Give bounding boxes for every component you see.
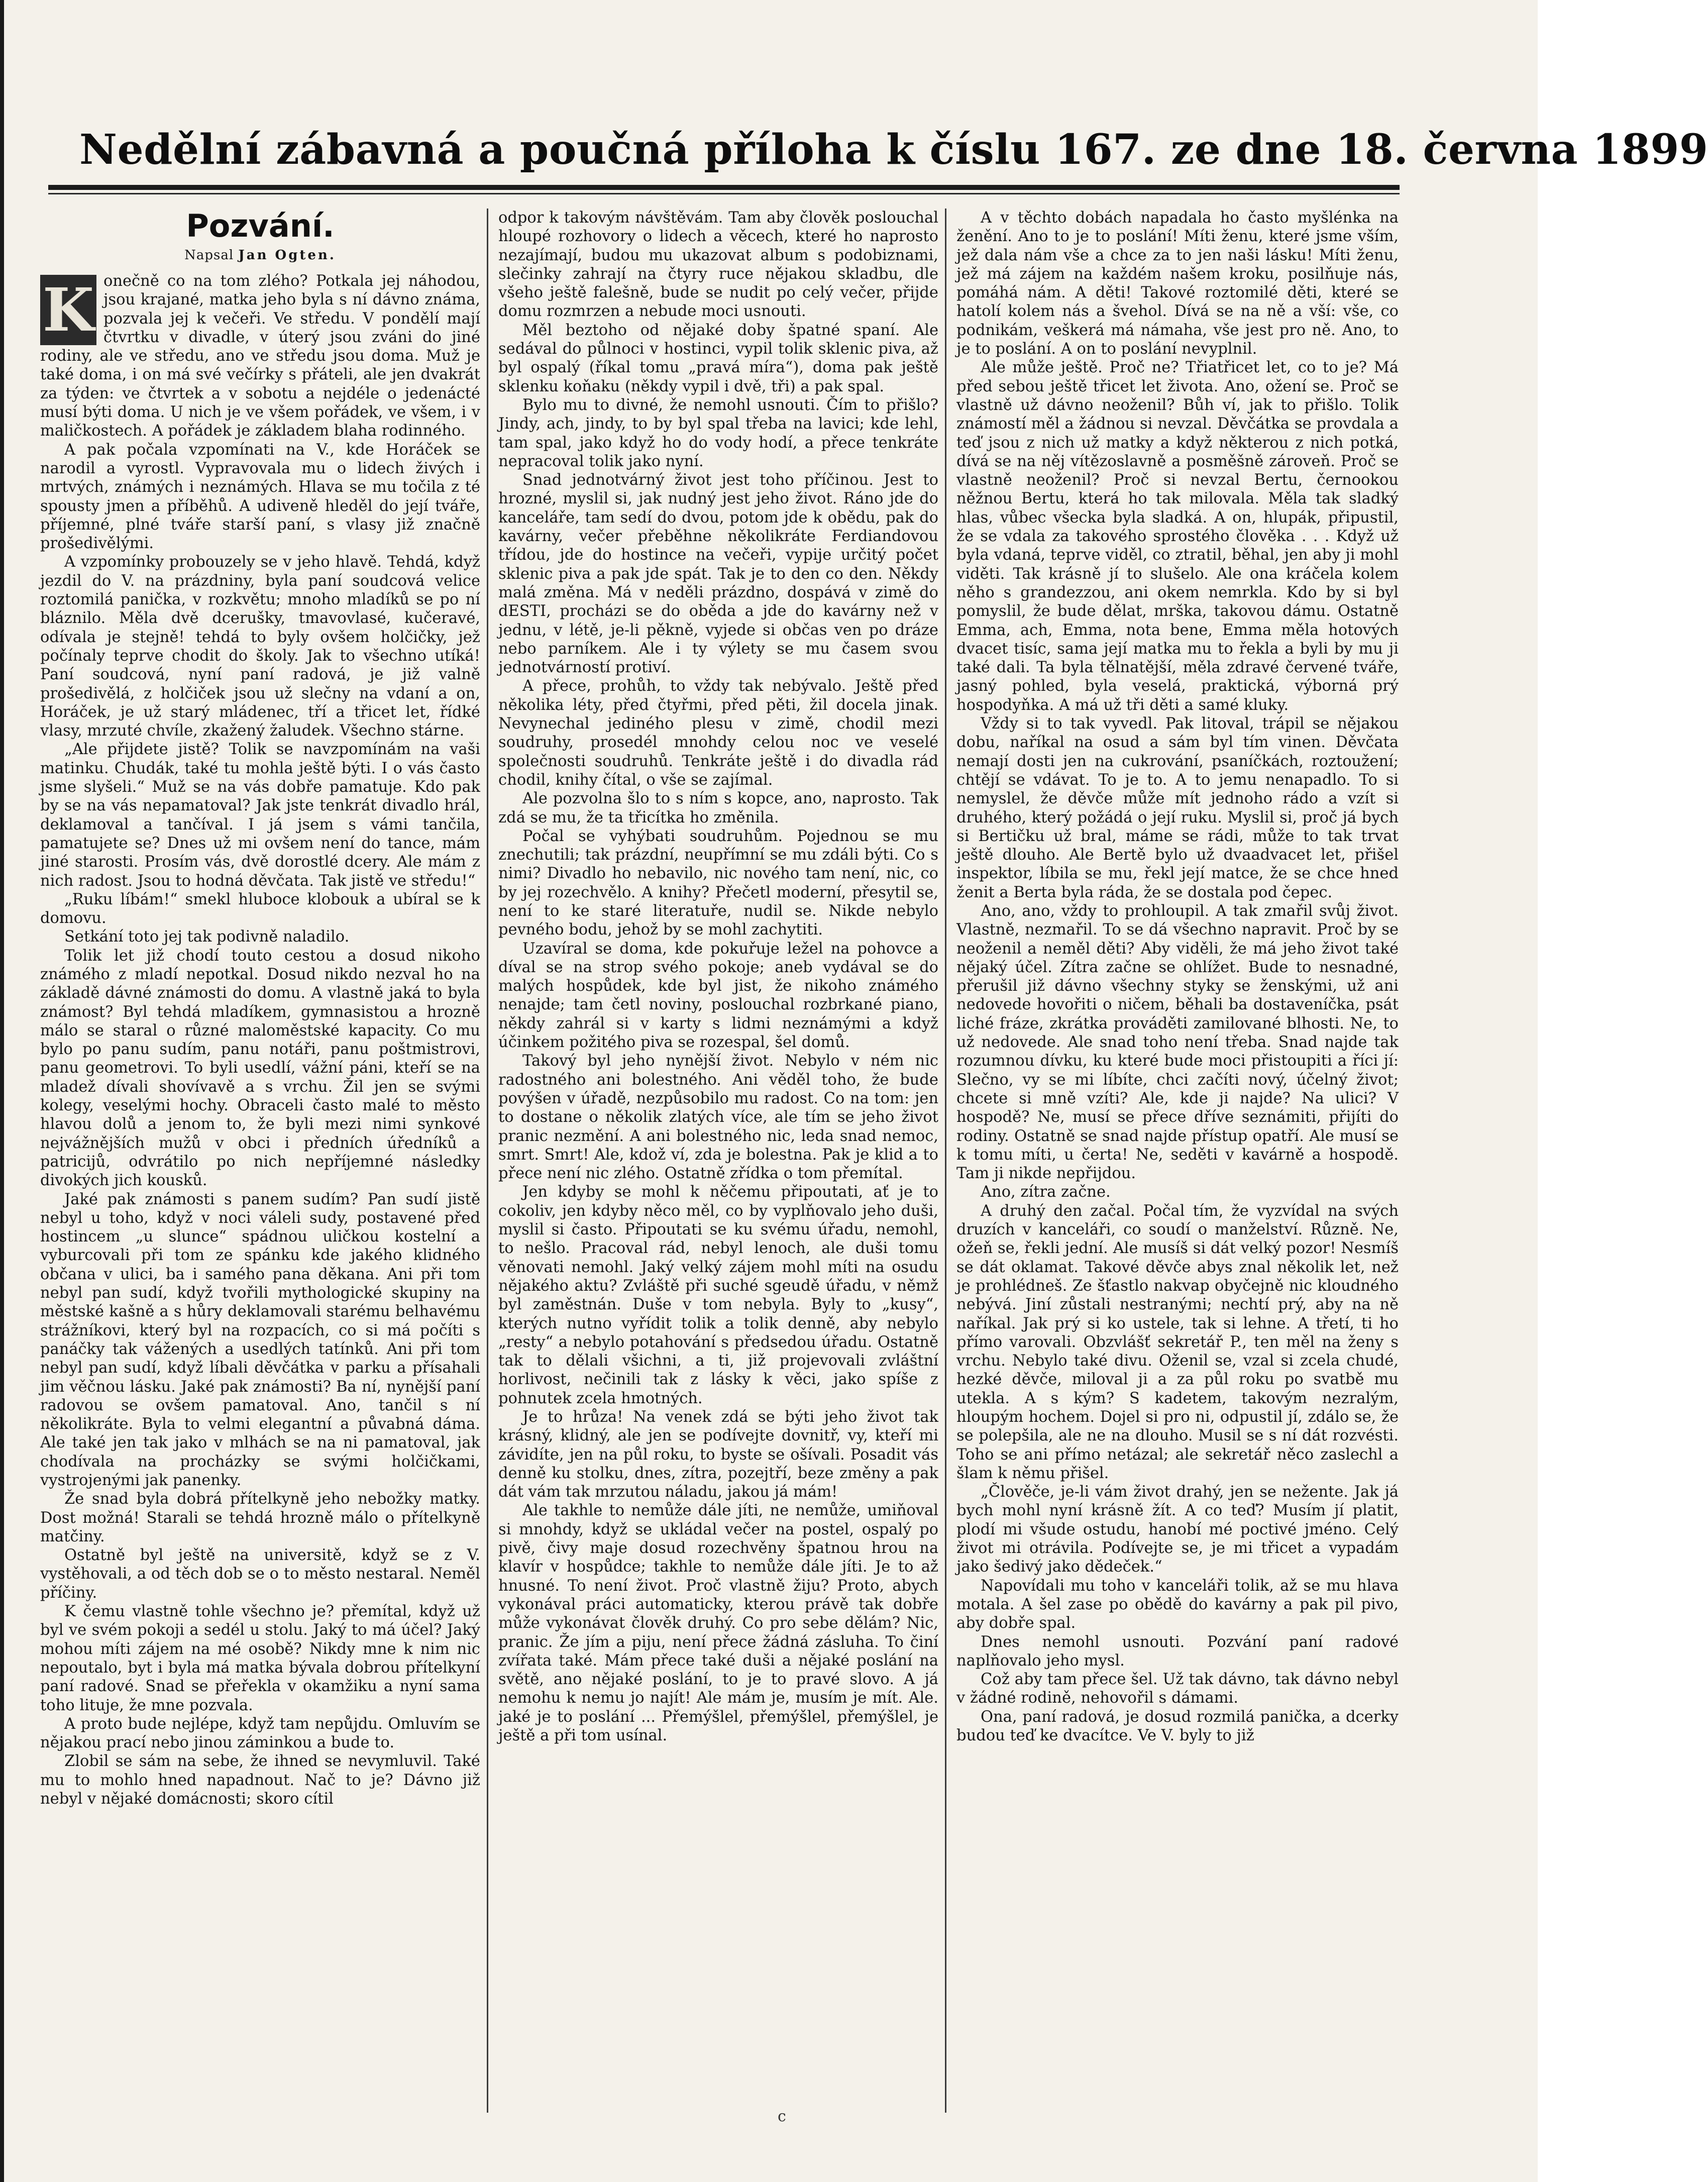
paragraph: A vzpomínky probouzely se v jeho hlavě. Tehdá, když jezdil do V. na prázdniny, byla paní soudcová velice roztomilá panička, v rozkvětu; mnoho mladíků se po ní bláznilo. Měla dvě dcerušky, tmavovlasé, kučeravé, odívala je stejně! tehdá to byly ovšem holčičky, jež počínaly teprve chodit do školy. Jak to všechno utíká! Paní soudcová, nyní paní radová, je již valně prošedivělá, z holčiček jsou už slečny na vdaní a on, Horáček, je už starý mládenec, tří a třicet let, řídké vlasy, mrzuté chvíle, zkažený žaludek. Všechno stárne.: [40, 553, 480, 740]
paragraph: Jaké pak známosti s panem sudím? Pan sudí jistě nebyl u toho, když v noci váleli sudy, postavené před hostincem „u slunce“ spádnou uličkou kostelní a vyburcovali při tom ze spánku kde jakého klidného občana v ulici, ba i samého pana děkana. Ani při tom nebyl pan sudí, když tvořili mythologické skupiny na městské kašně a s hůry deklamovali starému belhavému strážníkovi, který byl na rozpacích, co si má počíti s panáčky tak vážených a usedlých tatínků. Ani při tom nebyl pan sudí, když líbali děvčátka v parku a přísahali jim věčnou lásku. Jaké pak známosti? Ba ní, nynější paní radovou se ovšem pamatoval. Ano, tančil s ní několikráte. Byla to velmi elegantní a půvabná dáma. Ale také jen tak jako v mlhách se na ni pamatoval, jak chodívala na procházky se svými holčičkami, vystrojenými jak panenky.: [40, 1190, 480, 1489]
paragraph: A v těchto dobách napadala ho často myšlénka na ženění. Ano to je to poslání! Míti ženu, které jsme vším, jež dala nám vše a chce za to jen naši lásku! Míti ženu, jež má zájem na každém našem kroku, posilňuje nás, pomáhá nám. A děti! Takové roztomilé děti, které se hatolí kolem nás a švehol. Dívá se na ně a vší: vše, co podnikám, veškerá má námaha, vše jest pro ně. Ano, to je to poslání. A on to poslání nevyplnil.: [956, 209, 1399, 358]
paragraph: „Ruku líbám!“ smekl hluboce klobouk a ubíral se k domovu.: [40, 890, 480, 927]
paragraph: Což aby tam přece šel. Už tak dávno, tak dávno nebyl v žádné rodině, nehovořil s dámami.: [956, 1671, 1399, 1707]
paragraph: Ale takhle to nemůže dále jíti, ne nemůže, umiňoval si mnohdy, když se ukládal večer na postel, ospalý po pivě, čivy maje dosud rozechvěny špatnou hrou na klavír v hospůdce; takhle to nemůže dále jíti. Je to až hnusné. To není život. Proč vlastně žiju? Proto, abych vykonával práci automaticky, kterou právě tak dobře může vykonávat člověk druhý. Co pro sebe dělám? Nic, pranic. Že jím a piju, není přece žádná zásluha. To činí zvířata také. Mám přece také duši a nějaké poslání na světě, ano nějaké poslání, to je to pravé slovo. A já nemohu k nemu jo najít! Ale mám je, musím je mít. Ale. jaké je to poslání ... Přemýšlel, přemýšlel, přemýšlel, je ještě a při tom usínal.: [498, 1502, 938, 1745]
article-title: Pozvání.: [186, 207, 335, 244]
paragraph: K čemu vlastně tohle všechno je? přemítal, když už byl ve svém pokoji a sedél u stolu. Jaký to má účel? Jaký mohou míti zájem na mé osobě? Nikdy mne k nim nic nepoutalo, byt i byla má matka bývala dobrou přítelkyní paní radové. Snad se přeřekla v okamžiku a nyní sama toho lituje, že mne pozvala.: [40, 1603, 480, 1714]
paragraph: A druhý den začal. Počal tím, že vyzvídal na svých druzích v kanceláři, co soudí o manželství. Různě. Ne, ožeň se, řekli jední. Ale musíš si dát velký pozor! Nesmíš se dát oklamat. Takové děvče abys znal několik let, než je prohlédneš. Ze šťastlo nakvap obyčejně nic kloudného nebývá. Jiní zůstali nestranými; nechtí prý, aby na ně naříkal. Jak prý si ko ustele, tak si lehne. A třetí, ti ho přímo varovali. Obzvlášť sekretář P., ten měl na ženy s vrchu. Nebylo také divu. Oženil se, vzal si zcela chudé, hezké děvče, miloval ji a za půl roku po svatbě mu utekla. A s kým? S kadetem, takovým nezralým, hloupým hochem. Dojel si pro ni, odpustil jí, zdálo se, že se polepšila, ale ne na dlouho. Musil se s ní dát rozvésti. Toho se ani přímo netázal; ale sekretář něco zaslechl a šlam k němu přišel.: [956, 1202, 1399, 1482]
paragraph: Je to hrůza! Na venek zdá se býti jeho život tak krásný, klidný, ale jen se podívejte dovnitř, vy, kteří mi závidíte, jen na půl roku, to byste se ošívali. Posadit vás denně ku stolku, dnes, zítra, pozejtří, beze změny a pak dát vám tak mrzutou náladu, jakou já mám!: [498, 1408, 938, 1501]
masthead-rule-thin: [48, 193, 1400, 194]
byline: [40, 247, 480, 264]
paragraph: Ale může ještě. Proč ne? Třiatřicet let, co to je? Má před sebou ještě třicet let života. Ano, ožení se. Proč se vlastně už dávno neoženil? Bůh ví, jak to přišlo. Tolik známostí měl a žádnou si nevzal. Děvčátka se provdala a teď jsou z nich už matky a když některou z nich potká, dívá se na něj vítězoslavně a posměšně zároveň. Proč se vlastně neoženil? Proč si nevzal Bertu, černookou něžnou Bertu, která ho tak milovala. Měla tak sladký hlas, vůbec všecka byla sladká. A on, hlupák, připustil, že se vdala za takového sprostého člověka . . . Když už byla vdaná, teprve viděl, co ztratil, běhal, jen aby ji mohl viděti. Tak krásně jí to slušelo. Ale ona kráčela kolem něho s grandezzou, ani okem nemrkla. Kdo by si byl pomyslil, že bude dělat, mrška, takovou dámu. Ostatně Emma, ach, Emma, nota bene, Emma měla hotových dvacet tisíc, sama její matka mu to řekla a byli by mu ji také dali. Ta byla tělnatější, měla zdravé červené tváře, jasný pohled, byla veselá, praktická, výborná prý hospodyňka. A má už tři děti a samé kluky.: [956, 359, 1399, 714]
paragraph: odpor k takovým návštěvám. Tam aby člověk poslouchal hloupé rozhovory o lidech a věcech, které ho naprosto nezajímají, budou mu ukazovat album s podobiznami, slečinky zahrají na čtyry ruce nějakou skladbu, dle všeho ještě falešně, bude se nudit po celý večer, přijde domu rozmrzen a nebude moci usnouti.: [498, 209, 938, 321]
paragraph: Setkání toto jej tak podivně naladilo.: [64, 928, 350, 946]
masthead-title: Nedělní zábavná a poučná příloha k číslu 167. ze dne 18. června 1899: [79, 126, 1708, 174]
paragraph: Ano, zítra začne.: [981, 1183, 1111, 1201]
paragraph: Dnes nemohl usnouti. Pozvání paní radové naplňovalo jeho mysl.: [956, 1633, 1399, 1670]
column-divider-2: [945, 209, 946, 2113]
drop-cap: K: [40, 275, 96, 345]
paragraph: Bylo mu to divné, že nemohl usnouti. Čím to přišlo? Jindy, ach, jindy, to by byl spal třeba na lavici; kde lehl, tam spal, jako když ho do vody hodí, a přece tenkráte nepracoval tolik jako nyní.: [498, 396, 938, 470]
paragraph: Snad jednotvárný život jest toho příčinou. Jest to hrozné, myslil si, jak nudný jest jeho život. Ráno jde do kanceláře, tam sedí do dvou, potom jde k obědu, pak do kavárny, večer přeběhne několikráte Ferdiandovou třídou, jde do hostince na večeři, vypije určitý počet sklenic piva a pak jde spát. Tak je to den co den. Někdy malá změna. Má v neděli prázdno, dospává v zimě do dESTI, procházi se do oběda a jde do kavárny než v jednu, v létě, je-li pěkně, vyjede si občas ven po dráze nebo parníkem. Ale i ty výlety se mu časem svou jednotvárností protiví.: [498, 471, 938, 677]
column-1: [40, 209, 480, 1808]
paragraph: Jen kdyby se mohl k něčemu připoutati, ať je to cokoliv, jen kdyby něco měl, co by vyplňovalo jeho duši, myslil si často. Připoutati se ku svému úřadu, nemohl, to nešlo. Pracoval rád, nebyl lenoch, ale duši tomu věnovati nemohl. Jaký velký zájem mohl míti na osudu nějakého aktu? Zvláště při suché sgeudě úřadu, v němž byl zaměstnán. Duše v tom nebyla. Byly to „kusy“, kterých nutno vyřídit tolik a tolik denně, aby nebylo „resty“ a nebylo potahování s předsedou úřadu. Ostatně tak to dělali všichni, a ti, již projevovali zvláštní horlivost, nečinili tak z lásky k věci, jako spíše z pohnutek zcela hmotných.: [498, 1183, 938, 1407]
paragraph: Uzavíral se doma, kde pokuřuje ležel na pohovce a díval se na strop svého pokoje; aneb vydával se do malých hospůdek, kde byl jist, že nikoho známého nenajde; tam četl noviny, poslouchal rozbrkané piano, někdy zahrál si v karty s lidmi neznámými a když účinkem požitého piva se rozespal, šel domů.: [498, 940, 938, 1052]
paragraph: Že snad byla dobrá přítelkyně jeho nebožky matky. Dost možná! Starali se tehdá hrozně málo o přítelkyně matčiny.: [40, 1490, 480, 1545]
paragraph: Napovídali mu toho v kanceláři tolik, až se mu hlava motala. A šel zase po obědě do kavárny a pak pil pivo, aby dobře spal.: [956, 1577, 1399, 1632]
byline-author: Jan Ogten.: [238, 248, 336, 263]
paragraph: Ona, paní radová, je dosud rozmilá panička, a dcerky budou teď ke dvacítce. Ve V. byly to již: [956, 1708, 1399, 1745]
paragraph: „Člověče, je-li vám život drahý, jen se nežente. Jak já bych mohl nyní krásně žít. A co teď? Musím jí platit, plodí mi všude ostudu, hanobí mé poctivé jméno. Celý život mi otrávila. Podívejte se, je mi třicet a vypadám jako šedivý jako dědeček.“: [956, 1483, 1399, 1576]
paragraph: „Ale přijdete jistě? Tolik se navzpomínám na vaši matinku. Chudák, také tu mohla ještě býti. I o vás často jsme slyšeli.“ Muž se na vás dobře pamatuje. Kdo pak by se na vás nepamatoval? Jak jste tenkrát divadlo hrál, deklamoval a tančíval. I já jsem s vámi tančila, pamatujete se? Dnes už mi ovšem není do tance, mám jiné starosti. Prosím vás, dvě dorostlé dcery. Ale mám z nich radost. Jsou to hodná děvčata. Tak jistě ve středu!“: [40, 741, 480, 890]
masthead-rule-thick: [48, 185, 1400, 190]
paragraph: onečně co na tom zlého? Potkala jej náhodou, jsou krajané, matka jeho byla s ní dávno známa, pozvala jej k večeři. Ve středu. V pondělí mají čtvrtku v divadle, v úterý jsou zváni do jiné rodiny, ale ve středu, ano ve středu jsou doma. Muž je také doma, i on má své večírky s přáteli, ale jen dvakrát za týden: ve čtvrtek a v sobotu a nejdéle o jedenácté musí býti doma. U nich je ve všem pořádek, ve všem, i v maličkostech. A pořádek je základem blaha rodinného.: [40, 272, 480, 440]
paragraph: A pak počala vzpomínati na V., kde Horáček se narodil a vyrostl. Vypravovala mu o lidech živých i mrtvých, známých i neznámých. Hlava se mu točila z té spousty jmen a příběhů. A udiveně hleděl do její tváře, příjemné, plné tváře starší paní, s vlasy již značně prošedivělými.: [40, 441, 480, 553]
paragraph: Ale pozvolna šlo to s ním s kopce, ano, naprosto. Tak zdá se mu, že ta třicítka ho změnila.: [498, 790, 938, 826]
paragraph: Zlobil se sám na sebe, že ihned se nevymluvil. Také mu to mohlo hned napadnout. Nač to je? Dávno již nebyl v nějaké domácnosti; skoro cítil: [40, 1752, 480, 1808]
column-2: [498, 209, 938, 1745]
paragraph: Ano, ano, vždy to prohloupil. A tak zmařil svůj život. Vlastně, nezmařil. To se dá všechno napravit. Proč by se neoženil a neměl děti? Aby viděli, že má jeho život také nějaký účel. Zítra začne se ohlížet. Bude to nesnadné, přerušil již dávno všechny styky se ženskými, už ani nedovede hovořiti o ničem, běhali ba dostaveníčka, psát liché fráze, zkrátka prováděti zamilované blhosti. Ne, to už nedovede. Ale snad toho není třeba. Snad najde tak rozumnou dívku, ku které bude moci přistoupiti a říci jí: Slečno, vy se mi líbíte, chci začíti nový, účelný život; chcete si mně vzíti? Ale, kde ji najde? Na ulici? V hospodě? Ne, musí se přece dříve seznámiti, přijíti do rodiny. Ostatně se snad najde přístup opatří. Ale musí se k tomu míti, u čerta! Ne, seděti v kavárně a hospodě. Tam ji nikde nepřijdou.: [956, 902, 1399, 1183]
paragraph: Počal se vyhýbati soudruhům. Pojednou se mu znechutili; tak prázdní, neupřímní se mu zdáli býti. Co s nimi? Divadlo ho nebavilo, nic nového tam není, nic, co by jej rozechvělo. A knihy? Přečetl moderní, přesytil se, není to ke staré literatuře, nudil se. Nikde nebylo pevného bodu, jehož by se mohl zachytiti.: [498, 827, 938, 939]
column-divider-1: [487, 209, 488, 2113]
paragraph: Tolik let již chodí touto cestou a dosud nikoho známého z mladí nepotkal. Dosud nikdo nezval ho na základě dávné známosti do domu. A vlastně jaká to byla známost? Byl tehdá mladíkem, gymnasistou a hrozně málo se staral o různé maloměstské kapacity. Co mu bylo po panu sudím, panu notáři, panu poštmistrovi, panu geometrovi. To byli usedlí, vážní páni, kteří se na mladež dívali shovívavě a s vrchu. Žil jen se svými kolegy, veselými hochy. Obraceli často malé to město hlavou dolů a jenom to, že byli mezi nimi synkové nejvážnějších mužů v obci i předních úředníků a patricijů, odvrátilo po nich nepříjemné následky divokých jich kousků.: [40, 947, 480, 1190]
paragraph: Vždy si to tak vyvedl. Pak litoval, trápil se nějakou dobu, naříkal na osud a sám byl tím vinen. Děvčata nemají dosti jen na cukrování, psaníčkách, roztoužení; chtějí se vdávat. To je to. A to jemu nenapadlo. To si nemyslel, že děvče může mít jednoho rádo a vzít si druhého, který požádá o její ruku. Myslil si, proč já bych si Bertičku už bral, máme se rádi, může to tak trvat ještě dlouho. Ale Bertě bylo už dvaadvacet let, přišel inspektor, líbila se mu, řekl její matce, že se chce hned ženit a Berta byla ráda, že se dostala pod čepec.: [956, 715, 1399, 901]
column-3: [956, 209, 1399, 1745]
footer-mark: c: [778, 2108, 786, 2125]
paragraph: A proto bude nejlépe, když tam nepůjdu. Omluvím se nějakou prací nebo jinou záminkou a bude to.: [40, 1715, 480, 1752]
byline-prefix: Napsal: [184, 248, 234, 263]
paragraph: Ostatně byl ještě na universitě, když se z V. vystěhovali, a od těch dob se o to město nestaral. Neměl příčiny.: [40, 1546, 480, 1602]
paragraph: Takový byl jeho nynější život. Nebylo v ném nic radostného ani bolestného. Ani věděl toho, že bude povýšen v úřadě, nezpůsobilo mu radost. Co na tom: jen to dostane o několik zlatých více, ale tím se jeho život pranic nezmění. A ani bolestného nic, leda snad nemoc, smrt. Smrt! Ale, kdož ví, zda je bolestna. Pak je klid a to přece není nic zlého. Ostatně zřídka o tom přemítal.: [498, 1052, 938, 1183]
paragraph: A přece, prohůh, to vždy tak nebývalo. Ještě před několika léty, před čtyřmi, před pěti, žil docela jinak. Nevynechal jediného plesu v zimě, chodil mezi soudruhy, prosedél mnohdy celou noc ve veselé společnosti soudruhů. Tenkráte ještě i do divadla rád chodil, knihy čítal, o vše se zajímal.: [498, 677, 938, 789]
paragraph: Měl beztoho od nějaké doby špatné spaní. Ale sedával do půlnoci v hostinci, vypil tolik sklenic piva, až byl ospalý (říkal tomu „pravá míra“), doma pak ještě sklenku koňaku (někdy vypil i dvě, tři) a pak spal.: [498, 321, 938, 395]
